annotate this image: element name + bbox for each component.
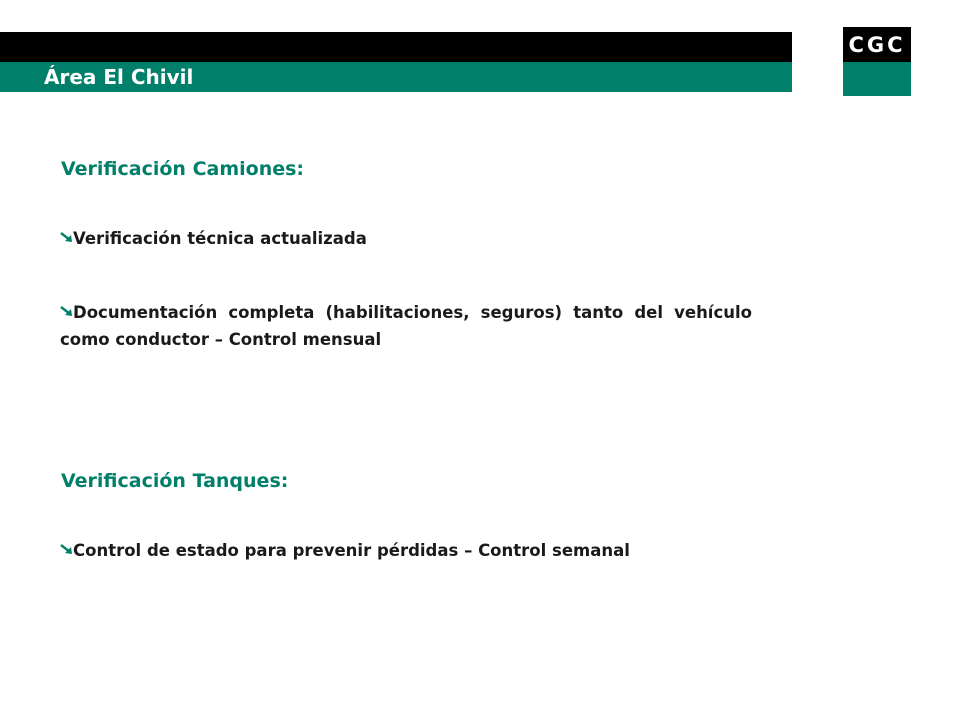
logo-text: CGC <box>843 27 911 62</box>
header-bar-dark <box>0 32 792 62</box>
section-heading-tanques: Verificación Tanques: <box>61 470 289 492</box>
section-heading-camiones: Verificación Camiones: <box>61 158 305 180</box>
slide-title: Área El Chivil <box>44 65 194 89</box>
bullet-text: Documentación completa (habilitaciones, seguros) tanto del vehículo como conductor – Control mensual <box>60 303 752 349</box>
bullet-item <box>60 299 752 353</box>
bullet-text: Control de estado para prevenir pérdidas – Control semanal <box>73 541 630 560</box>
arrow-bullet-icon <box>60 230 76 246</box>
bullet-item <box>60 225 752 252</box>
cgc-logo <box>843 27 911 96</box>
arrow-bullet-icon <box>60 542 76 558</box>
arrow-bullet-icon <box>60 304 76 320</box>
bullet-item <box>60 537 752 564</box>
bullet-text: Verificación técnica actualizada <box>73 229 367 248</box>
